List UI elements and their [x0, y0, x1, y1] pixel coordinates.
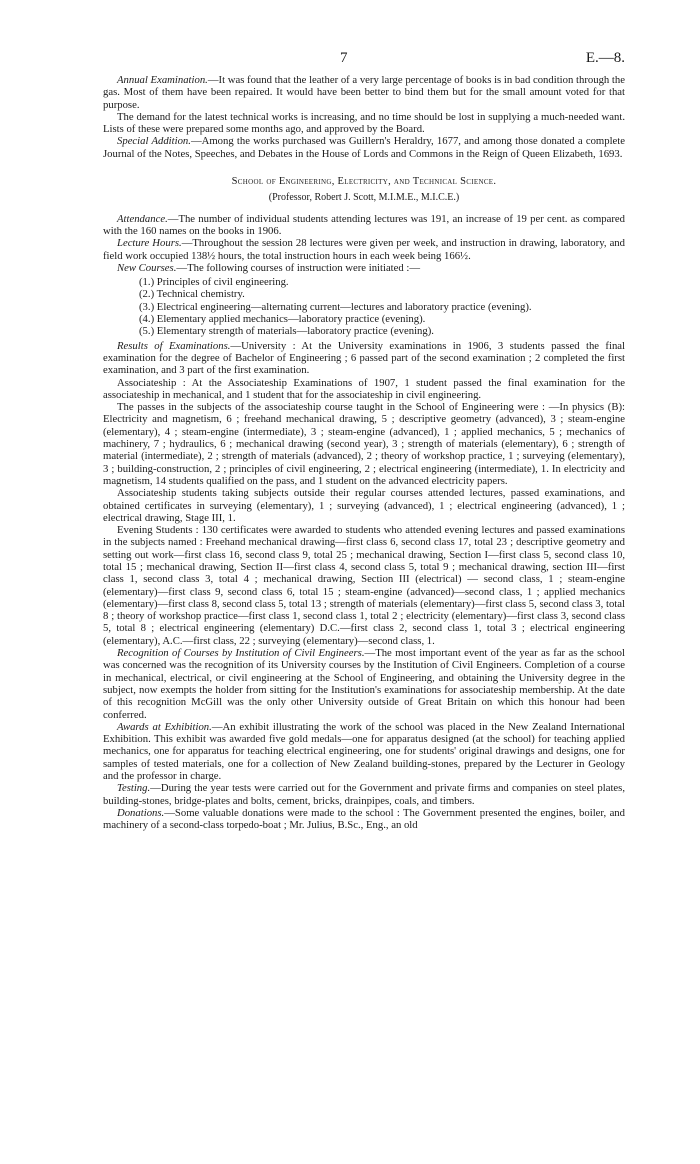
- course-item: (1.) Principles of civil engineering.: [139, 276, 289, 289]
- course-item: (2.) Technical chemistry.: [139, 288, 245, 301]
- paragraph-text: —The following courses of instruction were initiated :—: [176, 261, 421, 274]
- paragraph: [103, 401, 625, 487]
- course-item: (3.) Electrical engineering—alternating current—lectures and laboratory practice (evening).: [139, 300, 532, 313]
- paragraph-heading: Awards at Exhibition.: [117, 720, 212, 733]
- paragraph: [103, 524, 625, 647]
- paragraph-text: Associateship students taking subjects outside their regular courses attended lectures, passed examinations, and obtained certificates in surveying (elementary), 1 ; surveying (advanced), 1 ; electrical engineering (advanced), 1 ; electrical drawing, Stage III, 1.: [103, 487, 625, 524]
- paragraph-heading: Attendance.: [117, 212, 168, 225]
- paragraph-text: —Throughout the session 28 lectures were given per week, and instruction in drawing, laboratory, and field work occupied 138½ hours, the total instruction hours in each week being 166½.: [103, 237, 625, 262]
- paragraph-text: Evening Students : 130 certificates were awarded to students who attended evening lectures and passed examinations in the subjects named : Freehand mechanical drawing—first class 6, second class 17, total 23 ; descriptive geometry and setting out work—first class 16, second class 9, total 25 ; mechanical drawing, Section I—first class 5, second class 10, total 15 ; mechanical drawing, Section II—first class 4, second class 5, total 9 ; mechanical drawing, section III—first class 1, second class 3, total 4 ; mechanical drawing, Section III (electrical) — second class, 1 ; steam-engine (elementary)—first class 9, second class 6, total 15 ; steam-engine (advanced)—second class, 1 ; applied mechanics (elementary)—first class 8, second class 5, total 13 ; strength of materials (elementary)—first class 5, second class 3, total 8 ; theory of workshop practice—first class 1, second class 1, total 2 ; electricity (elementary)—first class 3, second class 5, total 8 ; electrical engineering (elementary) D.C.—first class 2, second class 1, total 3 ; electrical engineering (elementary), A.C.—first class, 22 ; surveying (elementary)—second class, 1.: [103, 524, 625, 647]
- paragraph: [103, 74, 625, 111]
- paragraph-text: The passes in the subjects of the associateship course taught in the School of Engineering were : —In physics (B): Electricity and magnetism, 6 ; freehand mechanical drawing, 5 ; descriptive geometry (advanced), 3 ; steam-engine (elementary), 4 ; steam-engine (intermediate), 3 ; steam-engine (advanced), 1 ; applied mechanics, 5 ; mechanics of machinery, 7 ; hydraulics, 6 ; mechanical drawing (second year), 3 ; strength of materials (elementary), 6 ; strength of material (intermediate), 2 ; strength of materials (advanced), 2 ; theory of workshop practice, 1 ; surveying (elementary), 3 ; building-construction, 2 ; principles of civil engineering, 2 ; electrical engineering (intermediate), 1. In electricity and magnetism, 14 students qualified on the pass, and 1 student on the advanced electricity papers.: [103, 401, 625, 487]
- paragraph-heading: Lecture Hours.: [117, 237, 182, 250]
- paragraph: [103, 782, 625, 807]
- engineering-body: [103, 340, 625, 832]
- page-reference: E.—8.: [585, 50, 625, 66]
- paragraph-text: —An exhibit illustrating the work of the school was placed in the New Zealand International Exhibition. This exhibit was awarded five gold medals—one for apparatus designed (at the school) for teaching applied mechanics, one for apparatus for teaching electrical engineering, one for students' original drawings and designs, one for samples of tested materials, one for a collection of New Zealand building-stones, prepared by the Lecturer in Geology and the professor in charge.: [103, 720, 625, 783]
- paragraph-heading: Testing.: [117, 782, 151, 795]
- school-title: School of Engineering, Electricity, and Technical Science.: [231, 176, 497, 188]
- document-page: [103, 50, 625, 832]
- paragraph: [103, 111, 625, 136]
- paragraph-heading: Donations.: [117, 806, 165, 819]
- paragraph-text: —The number of individual students attending lectures was 191, an increase of 19 per cent. as compared with the 160 names on the books in 1906.: [103, 212, 625, 237]
- paragraph-heading: Recognition of Courses by Institution of Civil Engineers.: [117, 647, 365, 660]
- paragraph-text: —Some valuable donations were made to the school : The Government presented the engines, boiler, and machinery of a second-class torpedo-boat ; Mr. Julius, B.Sc., Eng., an old: [103, 806, 625, 832]
- paragraph: [103, 262, 625, 274]
- course-item: (5.) Elementary strength of materials—laboratory practice (evening).: [139, 325, 434, 338]
- paragraph: [103, 135, 625, 160]
- paragraph-text: —Among the works purchased was Guillern's Heraldry, 1677, and among those donated a complete Journal of the Notes, Speeches, and Debates in the House of Lords and Commons in the Reign of Queen Elizabeth, 1693.: [103, 135, 625, 160]
- paragraph: [103, 721, 625, 782]
- paragraph-text: —During the year tests were carried out for the Government and private firms and companies on steel plates, building-stones, bridge-plates and bolts, cement, bricks, drainpipes, coals, and timbers.: [103, 782, 625, 807]
- paragraph: [103, 487, 625, 524]
- paragraph-heading: Special Addition.: [117, 135, 191, 148]
- course-list: [103, 276, 625, 337]
- paragraph-heading: New Courses.: [117, 261, 177, 274]
- paragraph: [103, 213, 625, 238]
- paragraph-heading: Annual Examination.: [117, 74, 208, 86]
- paragraph-text: —The most important event of the year as far as the school was concerned was the recognition of its University courses by the Institution of Civil Engineers. Completion of a course in mechanical, electrical, or civil engineering at the School of Engineering, and obtaining the University degree in the subject, now exempts the holder from sitting for the Institution's examinations for associateship membership. At the date of this recognition McGill was the only other University outside of Great Britain on which this honour had been conferred.: [103, 647, 625, 721]
- page-number: 7: [340, 50, 348, 66]
- page-header: [103, 50, 625, 74]
- engineering-intro: [103, 213, 625, 274]
- paragraph: [103, 340, 625, 377]
- paragraph-text: The demand for the latest technical works is increasing, and no time should be lost in supplying a much-needed want. Lists of these were prepared some months ago, and approved by the Board.: [103, 110, 625, 136]
- paragraph-heading: Results of Examinations.: [117, 339, 231, 352]
- paragraph-text: —University : At the University examinations in 1906, 3 students passed the final examination for the degree of Bachelor of Engineering ; 6 passed part of the second examination ; 2 completed the first examination, and 3 part of the first examination.: [103, 339, 626, 377]
- paragraph: [103, 377, 625, 402]
- course-item: (4.) Elementary applied mechanics—laboratory practice (evening).: [139, 313, 426, 326]
- paragraph-text: —It was found that the leather of a very large percentage of books is in bad condition through the gas. Most of them have been repaired. It would have been better to bind them but for the small amount voted for that purpose.: [103, 74, 625, 111]
- library-section: [103, 74, 625, 160]
- paragraph: [103, 237, 625, 262]
- paragraph-text: Associateship : At the Associateship Examinations of 1907, 1 student passed the final examination for the associateship in mechanical, and 1 student that for the associateship in civil engineering.: [103, 376, 625, 401]
- paragraph: [103, 647, 625, 721]
- professor-line: (Professor, Robert J. Scott, M.I.M.E., M.I.C.E.): [268, 192, 460, 204]
- paragraph: [103, 807, 625, 832]
